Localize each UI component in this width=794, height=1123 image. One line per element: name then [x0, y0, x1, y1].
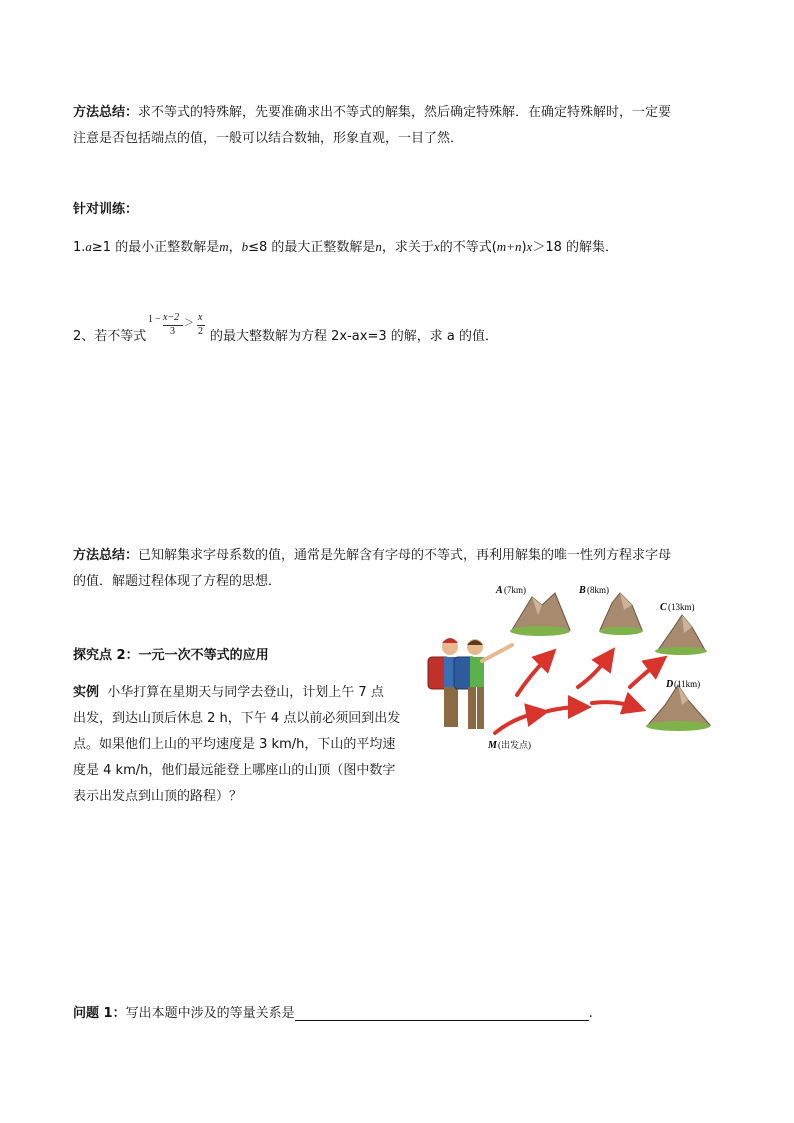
- q1-var-b: b: [241, 239, 249, 254]
- example-label: 实例: [73, 685, 100, 700]
- q1-var-x: x: [526, 239, 533, 254]
- label-d-dist: (11km): [674, 679, 701, 689]
- summary-2-text-1: 已知解集求字母系数的值，通常是先解含有字母的不等式，再利用解集的唯一性列方程求字母: [138, 548, 672, 563]
- example-line-5: 表示出发点到山顶的路程）？: [73, 789, 243, 804]
- question-1-label: 问题 1：: [73, 1006, 126, 1021]
- example-line-2: 出发，到达山顶后休息 2 h，下午 4 点以前必须回到出发: [73, 711, 401, 726]
- summary-1-text-1: 求不等式的特殊解，先要准确求出不等式的解集，然后确定特殊解．在确定特殊解时，一定要: [138, 105, 672, 120]
- training-heading: 针对训练：: [73, 202, 139, 217]
- summary-2-text-2: 的值．解题过程体现了方程的思想．: [73, 574, 282, 589]
- mountain-d: [646, 685, 710, 731]
- example-line-3: 点。如果他们上山的平均速度是 3 km/h，下山的平均速: [73, 737, 396, 752]
- question-1-end: .: [588, 1006, 593, 1021]
- example-text: 小华打算在星期天与同学去登山，计划上午 7 点: [107, 685, 384, 700]
- formula-minus: −: [155, 314, 161, 325]
- explore-heading: 探究点 2：一元一次不等式的应用: [73, 648, 269, 663]
- training-question-2-rest: 的最大整数解为方程 2x-ax=3 的解，求 a 的值．: [210, 329, 498, 344]
- mountain-b: [599, 593, 643, 635]
- summary-2-line-1: [73, 543, 671, 569]
- training-question-2-lead: 2、若不等式: [73, 329, 147, 344]
- summary-2-label: 方法总结：: [73, 548, 139, 563]
- q1-text: ≤8 的最大正整数解是: [248, 240, 376, 255]
- q1-text: 的不等式(: [439, 240, 497, 255]
- label-b: B: [579, 585, 586, 596]
- hikers-illustration: [428, 638, 512, 729]
- q1-number: 1.: [73, 240, 86, 255]
- route-arrows: [495, 657, 658, 733]
- question-1-text: 写出本题中涉及的等量关系是: [125, 1006, 295, 1021]
- q1-var-m: m: [219, 239, 229, 254]
- mountain-a: [510, 593, 570, 636]
- q1-var-a: a: [85, 239, 92, 254]
- q1-text: ＞18 的解集．: [532, 240, 618, 255]
- inequality-formula: [148, 312, 208, 342]
- label-a-dist: (7km): [504, 585, 526, 595]
- q1-text: ，求关于: [381, 240, 434, 255]
- formula-one: 1: [148, 314, 153, 325]
- summary-1-label: 方法总结：: [73, 105, 139, 120]
- example-paragraph: [73, 680, 400, 810]
- answer-blank[interactable]: [295, 1006, 589, 1021]
- q1-text: ≥1 的最小正整数解是: [91, 240, 220, 255]
- q1-text: ): [521, 240, 527, 255]
- label-c-dist: (13km): [668, 602, 695, 612]
- fraction-2-denominator: 2: [198, 326, 203, 337]
- example-line-4: 度是 4 km/h，他们最远能登上哪座山的山顶（图中数字: [73, 763, 396, 778]
- fraction-1-denominator: 3: [170, 326, 175, 337]
- summary-1-text-2: 注意是否包括端点的值，一般可以结合数轴，形象直观，一目了然．: [73, 131, 464, 146]
- fraction-1-numerator: x−2: [163, 312, 180, 323]
- training-question-1: [73, 236, 618, 255]
- q1-var-mn: m+n: [496, 239, 522, 254]
- mountain-route-figure: [420, 575, 720, 750]
- label-c: C: [660, 602, 667, 613]
- question-1: [73, 1002, 593, 1021]
- q1-var-n: n: [375, 239, 382, 254]
- label-d: D: [666, 679, 674, 690]
- q1-var-x: x: [433, 239, 440, 254]
- fraction-2-numerator: x: [198, 312, 203, 323]
- summary-1-line-1: [73, 100, 671, 126]
- formula-gt: ＞: [184, 318, 194, 329]
- label-m: M: [488, 740, 497, 750]
- mountain-c: [655, 615, 707, 655]
- label-m-note: (出发点): [498, 740, 531, 750]
- label-b-dist: (8km): [587, 585, 609, 595]
- method-summary-1: [73, 100, 671, 152]
- q1-text: ，: [228, 240, 242, 255]
- label-a: A: [496, 585, 503, 596]
- example-line-1: [73, 680, 400, 706]
